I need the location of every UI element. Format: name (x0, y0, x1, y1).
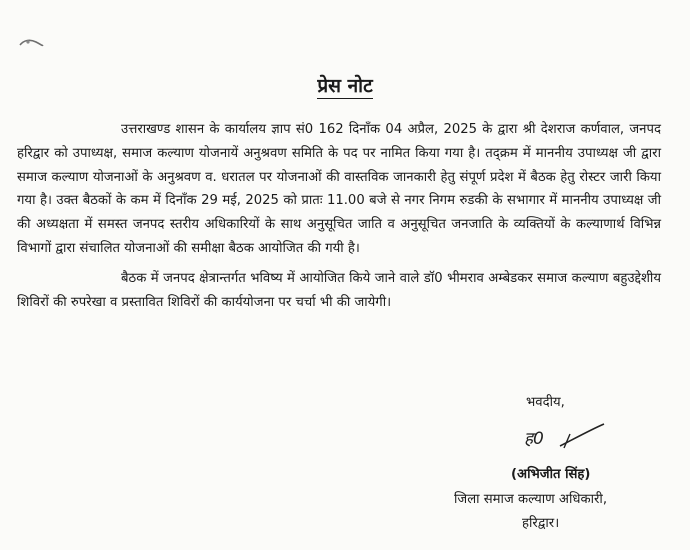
signatory-designation: जिला समाज कल्याण अधिकारी, (454, 492, 608, 507)
press-note-body (17, 118, 661, 314)
page-title (0, 72, 690, 98)
signatory-place: हरिद्वार। (522, 516, 560, 531)
signature-initials: ह0 (524, 429, 544, 449)
paragraph-meeting-details: उत्तराखण्ड शासन के कार्यालय ज्ञाप सं0 162 दिनाँक 04 अप्रैल, 2025 के द्वारा श्री देशराज कर्णवाल, जनपद हरिद्वार को उपाध्यक्ष, समाज कल्याण योजनायें अनुश्रवण समिति के पद पर नामित किया गया है। तद्‌क्रम में माननीय उपाध्यक्ष जी द्वारा समाज कल्याण योजनाओं के अनुश्रवण व. धरातल पर योजनाओं की वास्तविक जानकारी हेतु संपूर्ण प्रदेश में बैठक हेतु रोस्टर जारी किया गया है। उक्त बैठकों के कम में दिनाँक 29 मई, 2025 को प्रातः 11.00 बजे से नगर निगम रुडकी के सभागार में माननीय उपाध्यक्ष जी की अध्यक्षता में समस्त जनपद स्तरीय अधिकारियों के साथ अनुसूचित जाति व अनुसूचित जनजाति के व्यक्तियों के कल्याणार्थ विभिन्न विभागों द्वारा संचालित योजनाओं की समीक्षा बैठक आयोजित की गयी है। (17, 122, 661, 256)
handwritten-signature (520, 422, 630, 452)
ink-smudge-mark (18, 36, 44, 50)
signatory-name: (अभिजीत सिंह) (511, 467, 591, 482)
paragraph-camp-discussion: बैठक में जनपद क्षेत्रान्तर्गत भविष्य में आयोजित किये जाने वाले डॉ0 भीमराव अम्बेडकर समाज कल्याण बहुउद्देशीय शिविरों की रुपरेखा व प्रस्तावित शिविरों की कार्ययोजना पर चर्चा भी की जायेगी। (17, 270, 661, 310)
closing-salutation: भवदीय, (526, 395, 565, 410)
page-title-text: प्रेस नोट (317, 75, 373, 97)
